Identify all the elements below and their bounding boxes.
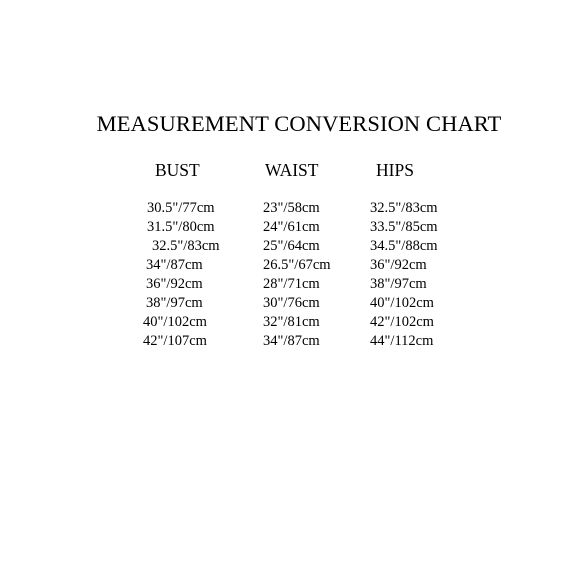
hips-value: 36"/92cm bbox=[370, 257, 427, 273]
bust-value: 38"/97cm bbox=[146, 295, 203, 311]
hips-value: 33.5"/85cm bbox=[370, 219, 438, 235]
column-header-waist: WAIST bbox=[265, 160, 319, 180]
bust-value: 31.5"/80cm bbox=[147, 219, 215, 235]
bust-value: 34"/87cm bbox=[146, 257, 203, 273]
waist-value: 34"/87cm bbox=[263, 333, 320, 349]
hips-value: 32.5"/83cm bbox=[370, 200, 438, 216]
waist-value: 26.5"/67cm bbox=[263, 257, 331, 273]
hips-value: 40"/102cm bbox=[370, 295, 434, 311]
waist-value: 30"/76cm bbox=[263, 295, 320, 311]
bust-value: 32.5"/83cm bbox=[152, 238, 220, 254]
waist-value: 28"/71cm bbox=[263, 276, 320, 292]
column-header-bust: BUST bbox=[155, 160, 200, 180]
chart-title: MEASUREMENT CONVERSION CHART bbox=[96, 111, 502, 136]
bust-value: 42"/107cm bbox=[143, 333, 207, 349]
bust-value: 30.5"/77cm bbox=[147, 200, 215, 216]
hips-value: 34.5"/88cm bbox=[370, 238, 438, 254]
hips-value: 44"/112cm bbox=[370, 333, 434, 349]
hips-value: 38"/97cm bbox=[370, 276, 427, 292]
waist-value: 25"/64cm bbox=[263, 238, 320, 254]
column-header-hips: HIPS bbox=[376, 160, 414, 180]
waist-value: 24"/61cm bbox=[263, 219, 320, 235]
hips-value: 42"/102cm bbox=[370, 314, 434, 330]
bust-value: 36"/92cm bbox=[146, 276, 203, 292]
bust-value: 40"/102cm bbox=[143, 314, 207, 330]
waist-value: 23"/58cm bbox=[263, 200, 320, 216]
waist-value: 32"/81cm bbox=[263, 314, 320, 330]
